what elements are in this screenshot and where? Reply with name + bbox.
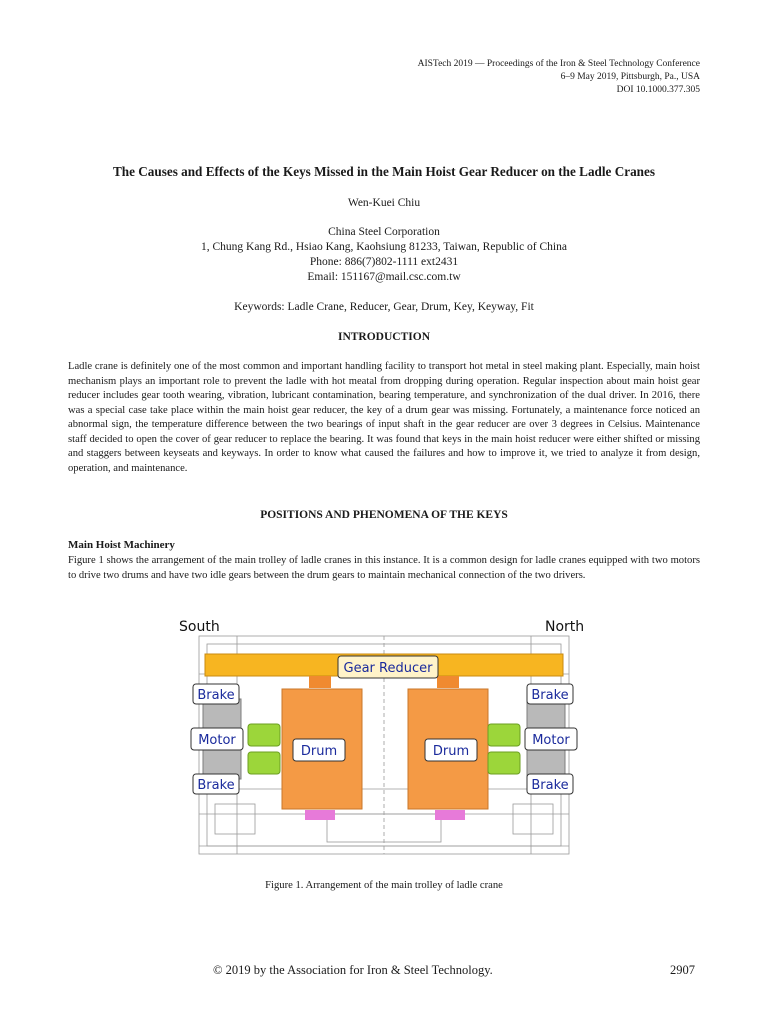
coupling-left-top [248,724,280,746]
reducer-link-right [437,676,459,688]
coupling-right-top [488,724,520,746]
figure-caption: Figure 1. Arrangement of the main trolley of ladle crane [265,880,503,891]
label-brake-left-bottom: Brake [197,778,235,793]
section-heading-positions: POSITIONS AND PHENOMENA OF THE KEYS [260,509,508,521]
affiliation-phone: Phone: 886(7)802-1111 ext2431 [309,256,459,268]
main-hoist-paragraph: Figure 1 shows the arrangement of the main trolley of ladle cranes in this instance. It is a common design for ladle cranes equipped with two motors to drive two drums and have two idle gears between the drum gears to maintain mechanical connection of the two drivers. [68,555,700,581]
label-brake-left-top: Brake [197,688,235,703]
section-heading-introduction: INTRODUCTION [337,331,430,343]
label-brake-right-top: Brake [531,688,569,703]
affiliation-org: China Steel Corporation [328,226,440,238]
bearing-right [435,810,465,820]
label-motor-right: Motor [532,733,570,748]
keywords: Keywords: Ladle Crane, Reducer, Gear, Drum, Key, Keyway, Fit [234,301,534,313]
label-north: North [545,619,585,635]
affiliation-email: Email: 151167@mail.csc.com.tw [307,271,461,283]
conference-header [418,58,700,97]
page-number: 2907 [670,963,695,977]
subsection-heading-main-hoist: Main Hoist Machinery [68,539,175,551]
header-line-1: AISTech 2019 — Proceedings of the Iron & Steel Technology Conference [417,59,700,69]
bearing-left [305,810,335,820]
header-doi: DOI 10.1000.377.305 [616,85,700,95]
reducer-link-left [309,676,331,688]
label-motor-left: Motor [198,733,236,748]
affiliation-block [0,225,768,285]
label-south: South [179,619,220,635]
author-name: Wen-Kuei Chiu [347,197,421,209]
coupling-right-bottom [488,752,520,774]
paper-title: The Causes and Effects of the Keys Missed in the Main Hoist Gear Reducer on the Ladle Cranes [112,164,655,179]
header-line-2: 6–9 May 2019, Pittsburgh, Pa., USA [560,72,700,82]
label-gear-reducer: Gear Reducer [343,661,433,676]
affiliation-address: 1, Chung Kang Rd., Hsiao Kang, Kaohsiung 81233, Taiwan, Republic of China [201,241,567,253]
figure-trolley-arrangement [177,614,591,864]
label-drum-right: Drum [432,744,470,759]
coupling-left-bottom [248,752,280,774]
introduction-paragraph: Ladle crane is definitely one of the most common and important handling facility to transport hot metal in steel making plant. Especially, main hoist mechanism plays an important role to prevent the ladle with hot meatal from dropping during operation. Regular inspection about main hoist gear reducer includes gear tooth wearing, vibration, lubricant contamination, bearing temperature, and synchronization of the dual driver. In 2016, there was a special case take place within the main hoist gear reducer, the key of a drum gear was missing. Fortunately, a maintenance force noticed an abnormal sign, the temperature difference between the two bearings of input shaft in the gear reducer are over 3 degrees in Celsius. Maintenance staff decided to open the cover of gear reducer to replace the bearing. It was found that keys in the main hoist reducer were either shifted or missing and staggers between keyseats and keyways. In order to know what caused the failures and how to improve it, we tried to analyze it from design, operation, and maintenance. [68,361,700,474]
footer-copyright: © 2019 by the Association for Iron & Steel Technology. [213,963,493,977]
label-drum-left: Drum [300,744,338,759]
label-brake-right-bottom: Brake [531,778,569,793]
